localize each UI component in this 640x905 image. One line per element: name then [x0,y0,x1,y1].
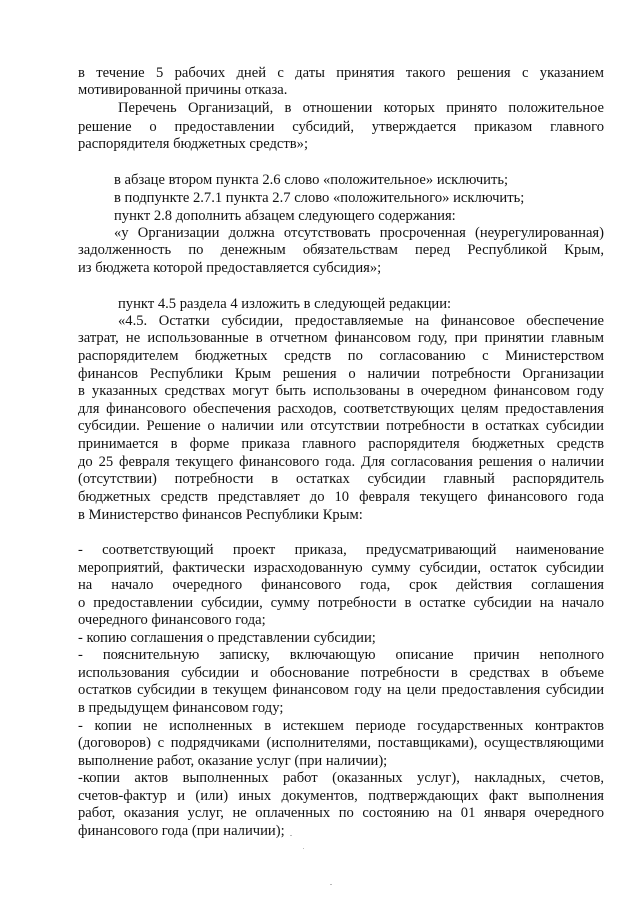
text-line: в абзаце втором пункта 2.6 слово «положительное» исключить; [114,172,509,188]
text-line: в Министерство финансов Республики Крым: [78,507,363,523]
text-line: затрат, не использованные в отчетном финансовом году, при принятии главным [78,331,604,346]
text-line: из бюджета которой предоставляется субсидия»; [78,260,382,276]
text-line: (договоров) с подрядчиками (исполнителями, поставщиками), осуществляющими [78,736,604,751]
text-line: принимается в форме приказа главного распорядителя бюджетных средств [78,437,604,452]
text-line: распорядителя бюджетных средств»; [78,136,309,152]
text-line: в подпункте 2.7.1 пункта 2.7 слово «положительного» исключить; [114,190,525,206]
text-line: очередного финансового года; [78,612,266,628]
text-line: бюджетных средств представляет до 10 февраля текущего финансового года [78,490,604,505]
text-line: до 25 февраля текущего финансового года. Для согласования решения о наличии [78,455,604,470]
scan-speck [290,835,292,836]
text-line: остатков субсидии в текущем финансовом году на цели предоставления субсидии [78,683,604,698]
text-line: для финансового обеспечения расходов, соответствующих целям предоставления [78,402,604,417]
text-line: работ, оказания услуг, не оплаченных по состоянию на 01 января очередного [78,806,604,821]
text-line: в предыдущем финансовом году; [78,700,284,716]
text-line: мероприятий, фактически израсходованную сумму субсидии, остаток субсидии [78,561,604,576]
text-line: -копии актов выполненных работ (оказанных услуг), накладных, счетов, [78,771,604,786]
text-line: финансового года (при наличии); [78,823,285,839]
text-line: счетов-фактур и (или) иных документов, подтверждающих факт выполнения [78,789,604,804]
text-line: «у Организации должна отсутствовать просроченная (неурегулированная) [114,226,604,241]
text-line: распорядителем бюджетных средств по согласованию с Министерством [78,349,604,364]
text-line: - копии не исполненных в истекшем периоде государственных контрактов [78,719,604,734]
text-line: - копию соглашения о представлении субсидии; [78,630,376,646]
text-line: субсидии. Решение о наличии или отсутствии потребности в остатках субсидии [78,419,604,434]
text-line: задолженность по денежным обязательствам перед Республикой Крым, [78,243,604,258]
text-line: мотивированной причины отказа. [78,82,288,98]
scan-speck [303,848,304,849]
text-line: - соответствующий проект приказа, предусматривающий наименование [78,543,604,558]
text-line: решение о предоставлении субсидий, утверждается приказом главного [78,120,604,135]
text-line: пункт 2.8 дополнить абзацем следующего содержания: [114,208,456,224]
text-line: - пояснительную записку, включающую описание причин неполного [78,648,604,663]
text-line: на начало очередного финансового года, срок действия соглашения [78,578,604,593]
text-line: «4.5. Остатки субсидии, предоставляемые на финансовое обеспечение [118,314,604,329]
text-line: пункт 4.5 раздела 4 изложить в следующей редакции: [118,296,452,312]
text-line: в указанных средствах могут быть использованы в очередном финансовом году [78,384,604,399]
text-line: о предоставлении субсидии, сумму потребности в остатке субсидии на начало [78,596,604,611]
text-line: финансов Республики Крым решения о наличии потребности Организации [78,367,604,382]
text-line: использования субсидии и обоснование потребности в средствах в объеме [78,666,604,681]
text-line: в течение 5 рабочих дней с даты принятия такого решения с указанием [78,66,604,81]
text-line: (отсутствии) потребности в остатках субсидии главный распорядитель [78,472,604,487]
scan-speck [330,884,332,885]
text-line: выполнение работ, оказание услуг (при наличии); [78,753,388,769]
text-line: Перечень Организаций, в отношении которых принято положительное [118,101,604,116]
